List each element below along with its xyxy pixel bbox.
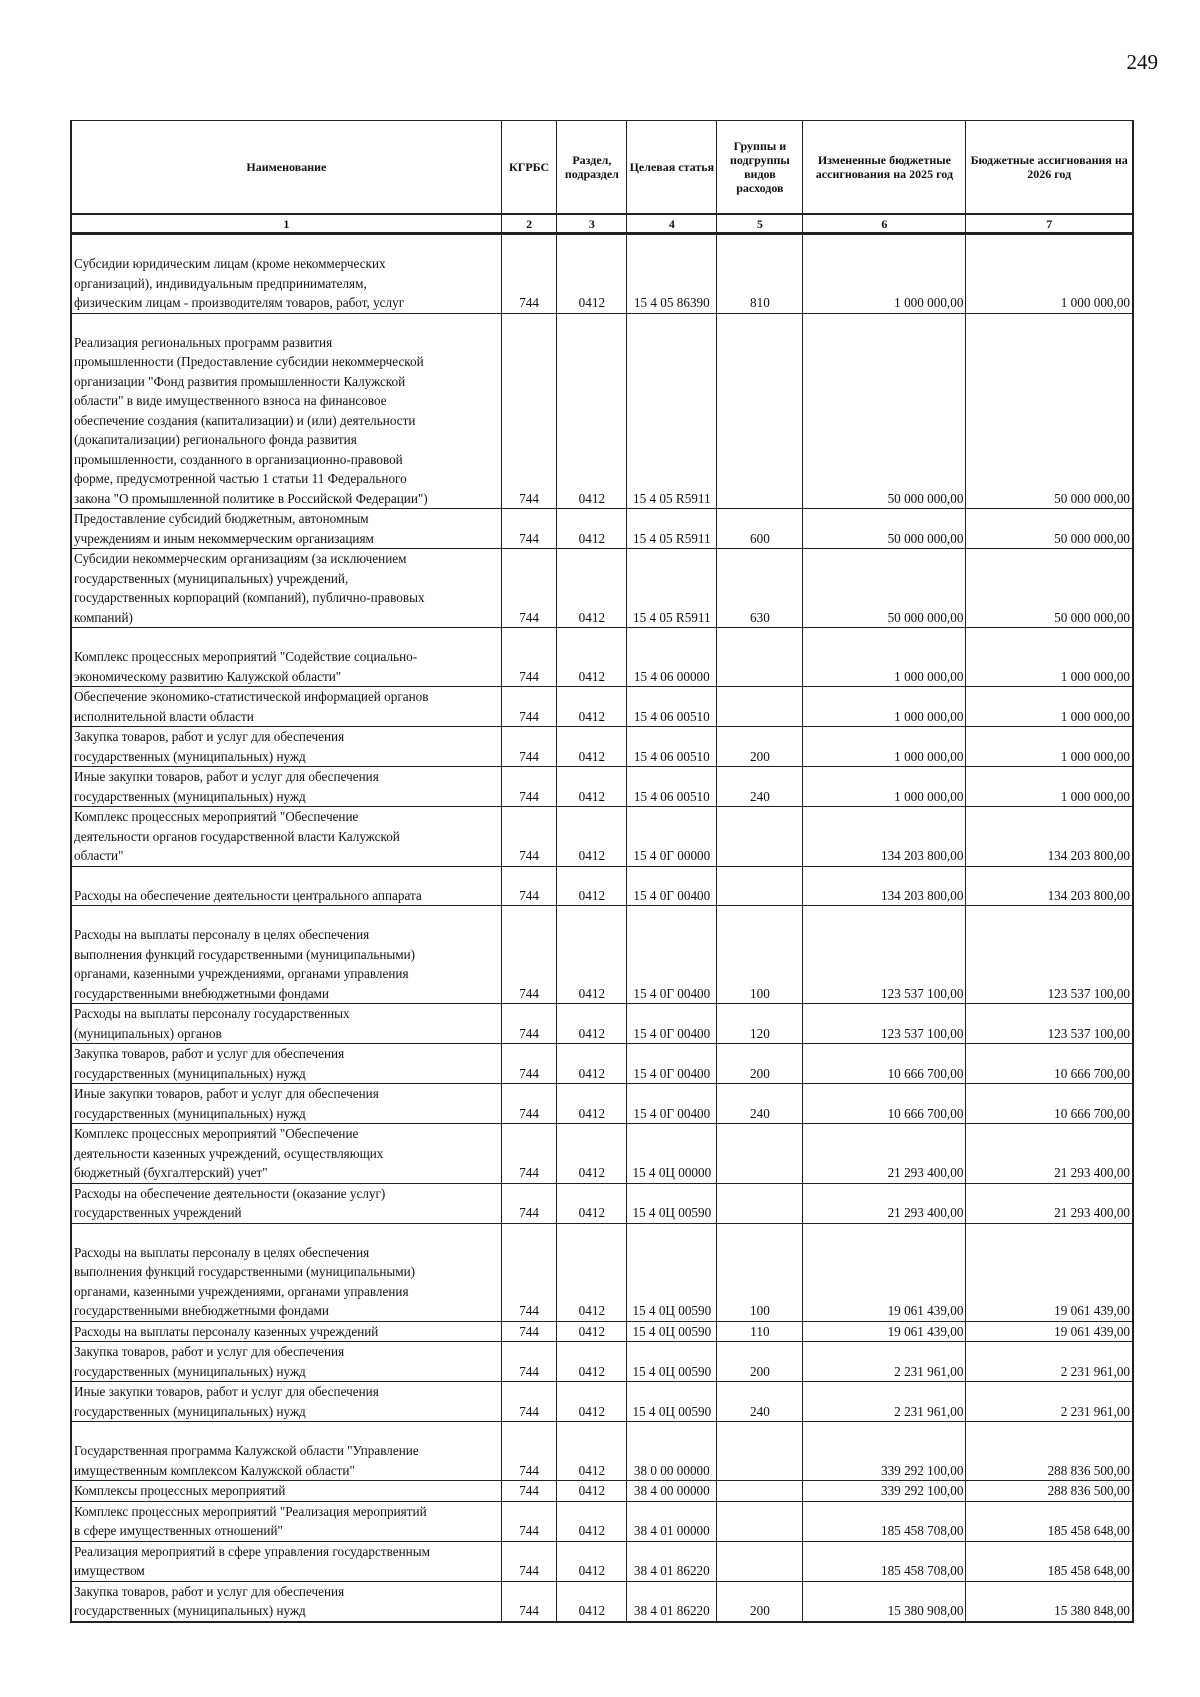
row-amount-2026: 2 231 961,00 xyxy=(966,1342,1133,1382)
row-amount-2026: 288 836 500,00 xyxy=(966,1481,1133,1502)
column-number: 2 xyxy=(501,214,557,234)
row-amount-2026: 185 458 648,00 xyxy=(966,1501,1133,1541)
row-expense-group xyxy=(717,1183,803,1223)
row-name xyxy=(71,767,501,807)
row-amount-2026: 19 061 439,00 xyxy=(966,1321,1133,1342)
row-name xyxy=(71,1321,501,1342)
row-name-text: Реализация мероприятий в сфере управления государственным имуществом xyxy=(74,1543,430,1578)
row-name-text: Обеспечение экономико-статистической информацией органов исполнительной власти области xyxy=(74,689,429,724)
row-name xyxy=(71,1501,501,1541)
row-amount-2026: 134 203 800,00 xyxy=(966,807,1133,867)
table-row xyxy=(71,1422,1133,1481)
row-name xyxy=(71,866,501,906)
row-expense-group: 200 xyxy=(717,1342,803,1382)
row-expense-group xyxy=(717,687,803,727)
column-number: 3 xyxy=(557,214,627,234)
row-target-article: 15 4 05 R5911 xyxy=(627,313,717,509)
row-expense-group xyxy=(717,1501,803,1541)
row-amount-2025: 339 292 100,00 xyxy=(803,1481,966,1502)
row-kgrbs: 744 xyxy=(501,767,557,807)
row-amount-2025: 19 061 439,00 xyxy=(803,1321,966,1342)
table-row xyxy=(71,234,1133,314)
column-number: 1 xyxy=(71,214,501,234)
row-amount-2025: 2 231 961,00 xyxy=(803,1342,966,1382)
row-amount-2025: 2 231 961,00 xyxy=(803,1382,966,1422)
row-amount-2026: 50 000 000,00 xyxy=(966,549,1133,628)
row-amount-2025: 185 458 708,00 xyxy=(803,1541,966,1581)
row-section: 0412 xyxy=(557,1541,627,1581)
row-target-article: 38 0 00 00000 xyxy=(627,1422,717,1481)
row-target-article: 38 4 01 00000 xyxy=(627,1501,717,1541)
row-target-article: 15 4 0Г 00400 xyxy=(627,906,717,1004)
row-name-text: Реализация региональных программ развития промышленности (Предоставление субсидии некоммерческой организации "Фонд развития промышленности Калужской области" в виде имущественного взноса на финансовое обеспечение создания (капитализации) и (или) деятельности (докапитализации) регионального фонда развития промышленности, созданного в организационно-правовой форме, предусмотренной частью 1 статьи 11 Федерального закона "О промышленной политике в Российской Федерации") xyxy=(74,334,428,506)
row-expense-group xyxy=(717,807,803,867)
row-amount-2026: 1 000 000,00 xyxy=(966,628,1133,687)
row-section: 0412 xyxy=(557,509,627,549)
table-row xyxy=(71,767,1133,807)
column-number: 7 xyxy=(966,214,1133,234)
row-kgrbs: 744 xyxy=(501,1342,557,1382)
table-row xyxy=(71,1124,1133,1184)
row-name xyxy=(71,1044,501,1084)
row-target-article: 38 4 00 00000 xyxy=(627,1481,717,1502)
row-section: 0412 xyxy=(557,767,627,807)
row-target-article: 15 4 0Г 00000 xyxy=(627,807,717,867)
row-kgrbs: 744 xyxy=(501,1183,557,1223)
row-amount-2025: 10 666 700,00 xyxy=(803,1044,966,1084)
row-kgrbs: 744 xyxy=(501,549,557,628)
row-section: 0412 xyxy=(557,1183,627,1223)
row-amount-2025: 21 293 400,00 xyxy=(803,1183,966,1223)
row-amount-2025: 21 293 400,00 xyxy=(803,1124,966,1184)
row-amount-2025: 15 380 908,00 xyxy=(803,1581,966,1622)
table-row xyxy=(71,866,1133,906)
row-expense-group xyxy=(717,1422,803,1481)
table-row xyxy=(71,1541,1133,1581)
column-number-row xyxy=(71,214,1133,234)
row-kgrbs: 744 xyxy=(501,1004,557,1044)
row-name-text: Закупка товаров, работ и услуг для обеспечения государственных (муниципальных) нужд xyxy=(74,1344,345,1379)
row-expense-group: 110 xyxy=(717,1321,803,1342)
row-kgrbs: 744 xyxy=(501,234,557,314)
row-name xyxy=(71,234,501,314)
row-kgrbs: 744 xyxy=(501,1501,557,1541)
row-name xyxy=(71,628,501,687)
row-amount-2026: 15 380 848,00 xyxy=(966,1581,1133,1622)
row-name-text: Комплекс процессных мероприятий "Обеспечение деятельности казенных учреждений, осуществляющих бюджетный (бухгалтерский) учет" xyxy=(74,1126,384,1180)
row-name xyxy=(71,687,501,727)
row-amount-2026: 123 537 100,00 xyxy=(966,906,1133,1004)
row-section: 0412 xyxy=(557,1481,627,1502)
row-kgrbs: 744 xyxy=(501,628,557,687)
row-target-article: 15 4 0Ц 00590 xyxy=(627,1223,717,1321)
row-name-text: Субсидии юридическим лицам (кроме некоммерческих организаций), индивидуальным предпринимателям, физическим лицам - производителям товаров, работ, услуг xyxy=(74,256,405,310)
row-kgrbs: 744 xyxy=(501,1382,557,1422)
row-amount-2026: 123 537 100,00 xyxy=(966,1004,1133,1044)
row-name-text: Комплекс процессных мероприятий "Содействие социально- экономическому развитию Калужской области" xyxy=(74,649,418,684)
row-target-article: 15 4 0Ц 00590 xyxy=(627,1342,717,1382)
row-amount-2025: 134 203 800,00 xyxy=(803,807,966,867)
row-name-text: Расходы на выплаты персоналу государственных (муниципальных) органов xyxy=(74,1006,350,1041)
row-target-article: 15 4 06 00510 xyxy=(627,687,717,727)
table-row xyxy=(71,727,1133,767)
row-amount-2026: 50 000 000,00 xyxy=(966,509,1133,549)
row-expense-group: 200 xyxy=(717,727,803,767)
row-target-article: 15 4 0Г 00400 xyxy=(627,1044,717,1084)
row-expense-group: 240 xyxy=(717,1382,803,1422)
row-kgrbs: 744 xyxy=(501,866,557,906)
row-kgrbs: 744 xyxy=(501,1321,557,1342)
row-target-article: 15 4 0Ц 00590 xyxy=(627,1382,717,1422)
row-expense-group xyxy=(717,628,803,687)
row-kgrbs: 744 xyxy=(501,807,557,867)
row-section: 0412 xyxy=(557,866,627,906)
row-name xyxy=(71,1004,501,1044)
row-section: 0412 xyxy=(557,1321,627,1342)
row-expense-group xyxy=(717,1481,803,1502)
table-row xyxy=(71,1321,1133,1342)
row-kgrbs: 744 xyxy=(501,1044,557,1084)
header-amount-2025: Измененные бюджетные ассигнования на 2025 год xyxy=(803,121,966,215)
row-name xyxy=(71,509,501,549)
row-name-text: Субсидии некоммерческим организациям (за исключением государственных (муниципальных) учреждений, государственных корпораций (компаний), публично-правовых компаний) xyxy=(74,551,425,625)
budget-table xyxy=(70,120,1134,1623)
row-name xyxy=(71,727,501,767)
header-target: Целевая статья xyxy=(627,121,717,215)
row-target-article: 15 4 05 86390 xyxy=(627,234,717,314)
row-target-article: 38 4 01 86220 xyxy=(627,1581,717,1622)
column-number: 6 xyxy=(803,214,966,234)
table-row xyxy=(71,628,1133,687)
row-name xyxy=(71,807,501,867)
table-row xyxy=(71,1382,1133,1422)
row-name-text: Расходы на обеспечение деятельности центрального аппарата xyxy=(74,887,422,903)
table-row xyxy=(71,1223,1133,1321)
row-amount-2026: 134 203 800,00 xyxy=(966,866,1133,906)
row-kgrbs: 744 xyxy=(501,1481,557,1502)
row-name-text: Закупка товаров, работ и услуг для обеспечения государственных (муниципальных) нужд xyxy=(74,1046,345,1081)
row-target-article: 15 4 0Ц 00000 xyxy=(627,1124,717,1184)
row-expense-group xyxy=(717,1541,803,1581)
table-row xyxy=(71,549,1133,628)
row-section: 0412 xyxy=(557,906,627,1004)
row-expense-group: 200 xyxy=(717,1044,803,1084)
row-target-article: 15 4 0Ц 00590 xyxy=(627,1183,717,1223)
row-amount-2026: 185 458 648,00 xyxy=(966,1541,1133,1581)
header-name: Наименование xyxy=(71,121,501,215)
row-name-text: Государственная программа Калужской области "Управление имущественным комплексом Калужской области" xyxy=(74,1443,419,1478)
row-name xyxy=(71,1342,501,1382)
table-row xyxy=(71,1581,1133,1622)
row-section: 0412 xyxy=(557,628,627,687)
row-target-article: 15 4 05 R5911 xyxy=(627,549,717,628)
row-name xyxy=(71,1382,501,1422)
row-target-article: 15 4 06 00510 xyxy=(627,767,717,807)
table-row xyxy=(71,1084,1133,1124)
row-name xyxy=(71,1541,501,1581)
row-section: 0412 xyxy=(557,1124,627,1184)
row-kgrbs: 744 xyxy=(501,727,557,767)
row-name-text: Комплексы процессных мероприятий xyxy=(74,1483,286,1498)
row-target-article: 15 4 0Г 00400 xyxy=(627,1084,717,1124)
row-amount-2025: 1 000 000,00 xyxy=(803,767,966,807)
row-name-text: Закупка товаров, работ и услуг для обеспечения государственных (муниципальных) нужд xyxy=(74,729,345,764)
row-name-text: Расходы на выплаты персоналу казенных учреждений xyxy=(74,1323,379,1339)
row-name xyxy=(71,1124,501,1184)
row-section: 0412 xyxy=(557,807,627,867)
row-name xyxy=(71,313,501,509)
table-header xyxy=(71,121,1133,215)
row-amount-2025: 50 000 000,00 xyxy=(803,509,966,549)
row-kgrbs: 744 xyxy=(501,687,557,727)
row-kgrbs: 744 xyxy=(501,1084,557,1124)
row-name-text: Комплекс процессных мероприятий "Реализация мероприятий в сфере имущественных отношений" xyxy=(74,1503,427,1538)
row-amount-2025: 19 061 439,00 xyxy=(803,1223,966,1321)
row-section: 0412 xyxy=(557,1422,627,1481)
row-section: 0412 xyxy=(557,1223,627,1321)
table-row xyxy=(71,906,1133,1004)
row-expense-group: 240 xyxy=(717,767,803,807)
table-row xyxy=(71,807,1133,867)
row-name-text: Расходы на обеспечение деятельности (оказание услуг) государственных учреждений xyxy=(74,1185,386,1220)
row-name xyxy=(71,1223,501,1321)
row-kgrbs: 744 xyxy=(501,509,557,549)
row-name xyxy=(71,1084,501,1124)
row-amount-2025: 50 000 000,00 xyxy=(803,549,966,628)
row-amount-2025: 134 203 800,00 xyxy=(803,866,966,906)
page-number: 249 xyxy=(1126,50,1158,74)
row-name xyxy=(71,1183,501,1223)
row-amount-2025: 1 000 000,00 xyxy=(803,687,966,727)
row-amount-2026: 1 000 000,00 xyxy=(966,234,1133,314)
row-expense-group: 120 xyxy=(717,1004,803,1044)
row-kgrbs: 744 xyxy=(501,1422,557,1481)
row-section: 0412 xyxy=(557,549,627,628)
row-name-text: Иные закупки товаров, работ и услуг для обеспечения государственных (муниципальных) нужд xyxy=(74,1086,379,1121)
row-name xyxy=(71,1422,501,1481)
row-expense-group: 630 xyxy=(717,549,803,628)
row-name xyxy=(71,549,501,628)
row-name-text: Предоставление субсидий бюджетным, автономным учреждениям и иным некоммерческим организациям xyxy=(74,511,374,546)
row-amount-2025: 185 458 708,00 xyxy=(803,1501,966,1541)
row-target-article: 15 4 0Г 00400 xyxy=(627,866,717,906)
row-amount-2026: 1 000 000,00 xyxy=(966,767,1133,807)
row-target-article: 15 4 06 00510 xyxy=(627,727,717,767)
table-row xyxy=(71,1481,1133,1502)
row-name-text: Расходы на выплаты персоналу в целях обеспечения выполнения функций государственными (муниципальными) органами, казенными учреждениями, органами управления государственными внебюджетными фондами xyxy=(74,927,416,1001)
row-target-article: 38 4 01 86220 xyxy=(627,1541,717,1581)
row-expense-group xyxy=(717,313,803,509)
row-amount-2025: 1 000 000,00 xyxy=(803,628,966,687)
row-amount-2026: 10 666 700,00 xyxy=(966,1084,1133,1124)
row-section: 0412 xyxy=(557,1044,627,1084)
row-kgrbs: 744 xyxy=(501,906,557,1004)
row-target-article: 15 4 05 R5911 xyxy=(627,509,717,549)
row-section: 0412 xyxy=(557,1342,627,1382)
row-name xyxy=(71,1481,501,1502)
row-amount-2026: 2 231 961,00 xyxy=(966,1382,1133,1422)
row-name-text: Иные закупки товаров, работ и услуг для обеспечения государственных (муниципальных) нужд xyxy=(74,769,379,804)
row-amount-2026: 10 666 700,00 xyxy=(966,1044,1133,1084)
row-target-article: 15 4 06 00000 xyxy=(627,628,717,687)
row-section: 0412 xyxy=(557,1382,627,1422)
row-kgrbs: 744 xyxy=(501,313,557,509)
row-amount-2025: 1 000 000,00 xyxy=(803,727,966,767)
row-expense-group: 240 xyxy=(717,1084,803,1124)
table-row xyxy=(71,1004,1133,1044)
row-amount-2026: 19 061 439,00 xyxy=(966,1223,1133,1321)
row-target-article: 15 4 0Ц 00590 xyxy=(627,1321,717,1342)
table-body xyxy=(71,214,1133,1622)
header-kgrbs: КГРБС xyxy=(501,121,557,215)
row-expense-group: 200 xyxy=(717,1581,803,1622)
header-section: Раздел, подраздел xyxy=(557,121,627,215)
table-row xyxy=(71,313,1133,509)
row-expense-group: 100 xyxy=(717,1223,803,1321)
row-name xyxy=(71,906,501,1004)
row-name-text: Расходы на выплаты персоналу в целях обеспечения выполнения функций государственными (муниципальными) органами, казенными учреждениями, органами управления государственными внебюджетными фондами xyxy=(74,1244,416,1318)
table-row xyxy=(71,1342,1133,1382)
table-row xyxy=(71,1183,1133,1223)
row-expense-group: 100 xyxy=(717,906,803,1004)
row-amount-2025: 123 537 100,00 xyxy=(803,1004,966,1044)
row-expense-group xyxy=(717,1124,803,1184)
row-kgrbs: 744 xyxy=(501,1541,557,1581)
table-row xyxy=(71,1044,1133,1084)
row-section: 0412 xyxy=(557,687,627,727)
row-section: 0412 xyxy=(557,234,627,314)
row-section: 0412 xyxy=(557,1084,627,1124)
row-kgrbs: 744 xyxy=(501,1124,557,1184)
row-kgrbs: 744 xyxy=(501,1223,557,1321)
row-amount-2026: 1 000 000,00 xyxy=(966,687,1133,727)
row-section: 0412 xyxy=(557,1581,627,1622)
row-amount-2026: 50 000 000,00 xyxy=(966,313,1133,509)
header-groups: Группы и подгруппы видов расходов xyxy=(717,121,803,215)
table-row xyxy=(71,687,1133,727)
row-amount-2025: 339 292 100,00 xyxy=(803,1422,966,1481)
row-name-text: Комплекс процессных мероприятий "Обеспечение деятельности органов государственной власти Калужской области" xyxy=(74,809,400,863)
table-row xyxy=(71,509,1133,549)
row-expense-group xyxy=(717,866,803,906)
column-number: 4 xyxy=(627,214,717,234)
row-amount-2026: 21 293 400,00 xyxy=(966,1183,1133,1223)
row-kgrbs: 744 xyxy=(501,1581,557,1622)
row-name-text: Закупка товаров, работ и услуг для обеспечения государственных (муниципальных) нужд xyxy=(74,1583,345,1618)
row-name-text: Иные закупки товаров, работ и услуг для обеспечения государственных (муниципальных) нужд xyxy=(74,1384,379,1419)
row-amount-2026: 288 836 500,00 xyxy=(966,1422,1133,1481)
row-amount-2026: 1 000 000,00 xyxy=(966,727,1133,767)
row-amount-2025: 1 000 000,00 xyxy=(803,234,966,314)
row-section: 0412 xyxy=(557,1004,627,1044)
row-amount-2025: 123 537 100,00 xyxy=(803,906,966,1004)
row-expense-group: 810 xyxy=(717,234,803,314)
table-row xyxy=(71,1501,1133,1541)
row-amount-2026: 21 293 400,00 xyxy=(966,1124,1133,1184)
row-section: 0412 xyxy=(557,727,627,767)
row-amount-2025: 10 666 700,00 xyxy=(803,1084,966,1124)
column-number: 5 xyxy=(717,214,803,234)
row-section: 0412 xyxy=(557,313,627,509)
row-target-article: 15 4 0Г 00400 xyxy=(627,1004,717,1044)
row-amount-2025: 50 000 000,00 xyxy=(803,313,966,509)
header-amount-2026: Бюджетные ассигнования на 2026 год xyxy=(966,121,1133,215)
row-name xyxy=(71,1581,501,1622)
row-section: 0412 xyxy=(557,1501,627,1541)
row-expense-group: 600 xyxy=(717,509,803,549)
